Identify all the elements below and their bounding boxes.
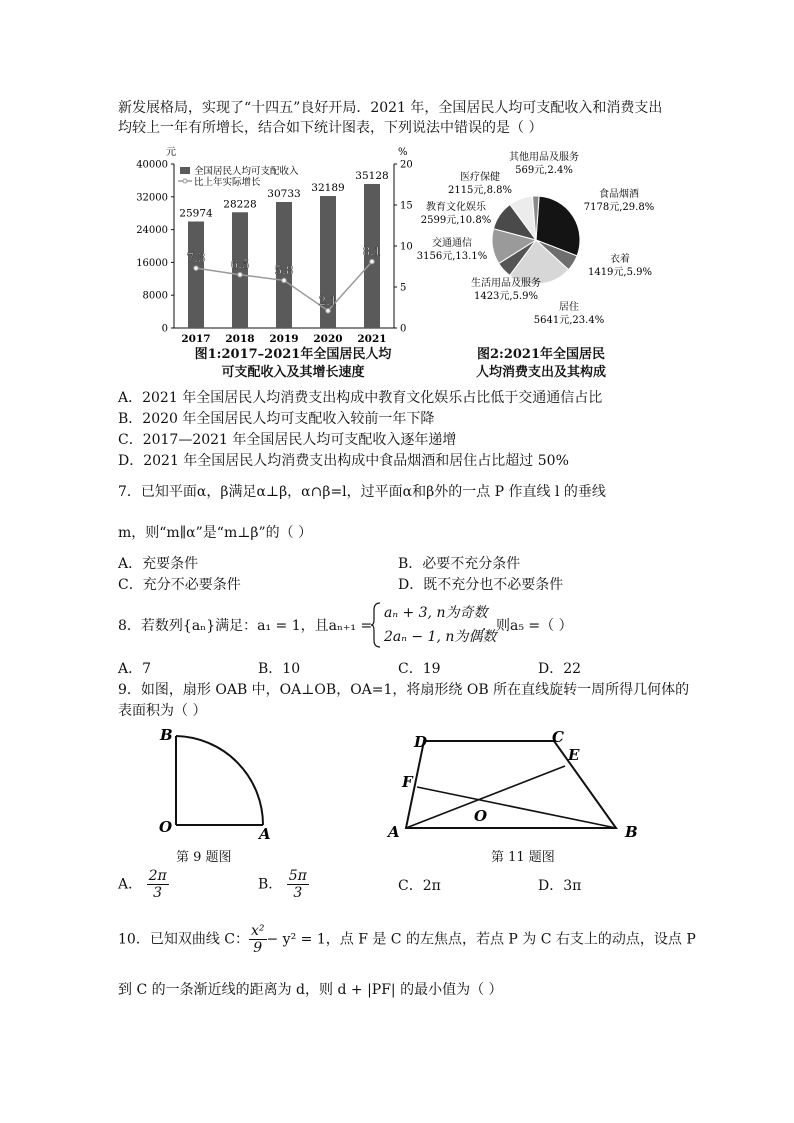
bar-value-label: 35128 (355, 169, 389, 182)
q9-option-a-denominator: 3 (153, 885, 163, 901)
pie-slice-label: 569元,2.4% (515, 165, 573, 176)
q9-option-a[interactable] (118, 868, 169, 901)
q8-case-even: 2aₙ − 1, n为偶数 (384, 629, 497, 645)
pie-slice-label: 5641元,23.4% (533, 315, 605, 326)
x-tick-label: 2020 (313, 333, 343, 345)
figure-9-sector (150, 722, 280, 842)
q9-option-b[interactable] (258, 868, 309, 901)
y-axis-unit-left: 元 (166, 147, 176, 158)
label-a: A (259, 825, 271, 842)
growth-value-label: 8.1 (362, 244, 382, 259)
q9-option-a-letter: A． (118, 876, 143, 893)
y2-tick-label: 5 (400, 282, 407, 294)
bar-value-label: 32189 (311, 182, 345, 195)
chart2-caption-line2: 人均消费支出及其构成 (475, 365, 606, 380)
label-e: E (568, 746, 580, 764)
q6-option-a[interactable]: A．2021 年全国居民人均消费支出构成中教育文化娱乐占比低于交通通信占比 (118, 390, 603, 406)
q7-stem-line1: 7．已知平面α，β满足α⊥β，α∩β=l，过平面α和β外的一点 P 作直线 l 的垂线 (118, 484, 606, 500)
chart2-caption (448, 346, 634, 382)
pie-slice-label: 7178元,29.8% (583, 202, 655, 213)
label-a: A (388, 823, 400, 841)
y-tick-label: 8000 (142, 290, 168, 302)
pie-slice-name: 医疗保健 (460, 172, 500, 183)
pie-slice-name: 交通通信 (432, 238, 472, 249)
label-d: D (414, 733, 428, 751)
q8-option-a[interactable]: A．7 (118, 661, 152, 677)
q7-option-d[interactable]: D．既不充分也不必要条件 (398, 577, 564, 593)
q9-option-a-fraction (147, 868, 169, 901)
q7-option-b[interactable]: B．必要不充分条件 (398, 556, 521, 572)
pie-slice-name: 居住 (559, 302, 579, 313)
q10-fraction-numerator: x² (250, 923, 265, 939)
x-tick-label: 2018 (225, 333, 255, 345)
pie-slice-name: 生活用品及服务 (471, 278, 541, 289)
q9-option-b-denominator: 3 (293, 885, 303, 901)
growth-point (238, 272, 243, 277)
bar-value-label: 28228 (223, 198, 257, 211)
label-b: B (160, 726, 173, 744)
pie-slice-name: 食品烟酒 (599, 189, 639, 200)
q9-option-b-numerator: 5π (288, 868, 307, 884)
bar (188, 222, 204, 328)
growth-point (194, 266, 199, 271)
growth-point (326, 308, 331, 313)
y2-tick-label: 0 (400, 323, 407, 335)
q7-option-a[interactable]: A．充要条件 (118, 556, 199, 572)
figure-11-caption: 第 11 题图 (491, 850, 555, 865)
bar-value-label: 30733 (267, 187, 301, 200)
q8-stem-prefix: 8．若数列{aₙ}满足：a₁ = 1，且aₙ₊₁ = (118, 618, 373, 634)
x-tick-label: 2021 (357, 333, 387, 345)
consumption-pie-chart (414, 150, 676, 350)
q8-option-d[interactable]: D．22 (538, 661, 582, 677)
label-o: O (474, 807, 488, 825)
figure-9-caption: 第 9 题图 (176, 850, 232, 865)
chart2-caption-line1: 图2:2021年全国居民 (476, 347, 606, 362)
q6-option-d[interactable]: D．2021 年全国居民人均消费支出构成中食品烟酒和居住占比超过 50% (118, 453, 569, 469)
q10-fraction (249, 923, 267, 956)
arc-ab (176, 736, 263, 825)
q8-option-c[interactable]: C．19 (398, 661, 441, 677)
q6-stem-line2: 均较上一年有所增长，结合如下统计图表，下列说法中错误的是（ ） (118, 120, 543, 136)
growth-value-label: 2.1 (318, 293, 338, 308)
q9-stem-line1: 9．如图，扇形 OAB 中，OA⊥OB，OA=1，将扇形绕 OB 所在直线旋转一周所得几何体的 (118, 682, 690, 698)
pie-slice-label: 2599元,10.8% (420, 215, 492, 226)
chart1-caption (178, 346, 408, 382)
q8-option-b[interactable]: B．10 (258, 661, 301, 677)
q9-option-c[interactable]: C．2π (398, 878, 441, 894)
q8-case-odd: aₙ + 3, n为奇数 (384, 605, 488, 621)
y2-tick-label: 20 (400, 159, 413, 171)
y-tick-label: 16000 (136, 257, 168, 269)
q6-stem-line1: 新发展格局，实现了“十四五”良好开局．2021 年，全国居民人均可支配收入和消费支出 (118, 100, 663, 116)
legend-bar-swatch (180, 167, 190, 174)
growth-point (370, 259, 375, 264)
q9-option-d[interactable]: D．3π (538, 878, 582, 894)
growth-value-label: 6.5 (230, 257, 250, 272)
legend-line-label: 比上年实际增长 (194, 177, 261, 188)
q10-stem-line2: 到 C 的一条渐近线的距离为 d，则 d + |PF| 的最小值为（ ） (118, 982, 503, 998)
legend-line-marker (183, 179, 187, 183)
q10-fraction-denominator: 9 (253, 940, 263, 956)
y-tick-label: 32000 (136, 192, 168, 204)
chart1-caption-line1: 图1:2017–2021年全国居民人均 (194, 347, 392, 362)
q9-stem-line2: 表面积为（ ） (118, 703, 207, 719)
q10-stem-prefix: 10．已知双曲线 C： (118, 931, 249, 948)
q9-option-b-fraction (287, 868, 309, 901)
label-c: C (552, 728, 564, 746)
label-o: O (159, 818, 173, 836)
y2-tick-label: 15 (400, 200, 413, 212)
growth-point (282, 278, 287, 283)
pie-slice-label: 2115元,8.8% (447, 185, 513, 196)
q8-brace (370, 602, 382, 648)
legend-bar-label: 全国居民人均可支配收入 (194, 166, 299, 177)
x-tick-label: 2017 (181, 333, 211, 345)
y-axis-unit-right: % (398, 147, 408, 158)
q6-option-b[interactable]: B．2020 年全国居民人均可支配收入较前一年下降 (118, 411, 435, 427)
q10-stem-line1 (118, 923, 696, 956)
q8-stem-suffix: ．则a₅ =（ ） (482, 618, 573, 634)
y2-tick-label: 10 (400, 241, 413, 253)
q10-stem-after: − y² = 1，点 F 是 C 的左焦点，若点 P 为 C 右支上的动点，设点 P (266, 931, 696, 948)
pie-slice-label: 1419元,5.9% (587, 267, 653, 278)
y-tick-label: 0 (161, 323, 168, 335)
pie-slice-name: 衣着 (610, 254, 630, 265)
q9-option-a-numerator: 2π (148, 868, 167, 884)
pie-slice-name: 教育文化娱乐 (426, 202, 486, 213)
y-tick-label: 24000 (136, 225, 168, 237)
x-tick-label: 2019 (269, 333, 299, 345)
y-tick-label: 40000 (136, 159, 168, 171)
segment-fb (417, 787, 616, 828)
q7-option-c[interactable]: C．充分不必要条件 (118, 577, 241, 593)
figure-11-trapezoid (380, 725, 642, 845)
chart1-caption-line2: 可支配收入及其增长速度 (221, 365, 365, 380)
label-b: B (625, 823, 638, 841)
q7-stem-line2: m，则“m∥α”是“m⊥β”的（ ） (118, 525, 313, 541)
bar-value-label: 25974 (179, 207, 213, 220)
growth-value-label: 7.3 (186, 251, 206, 266)
label-f: F (402, 773, 413, 791)
pie-slice-label: 3156元,13.1% (416, 251, 488, 262)
q6-option-c[interactable]: C．2017—2021 年全国居民人均可支配收入逐年递增 (118, 432, 457, 448)
pie-slice-name: 其他用品及服务 (509, 152, 579, 163)
pie-slice-label: 1423元,5.9% (473, 291, 539, 302)
q9-option-b-letter: B． (258, 876, 283, 893)
growth-value-label: 5.8 (274, 263, 294, 278)
